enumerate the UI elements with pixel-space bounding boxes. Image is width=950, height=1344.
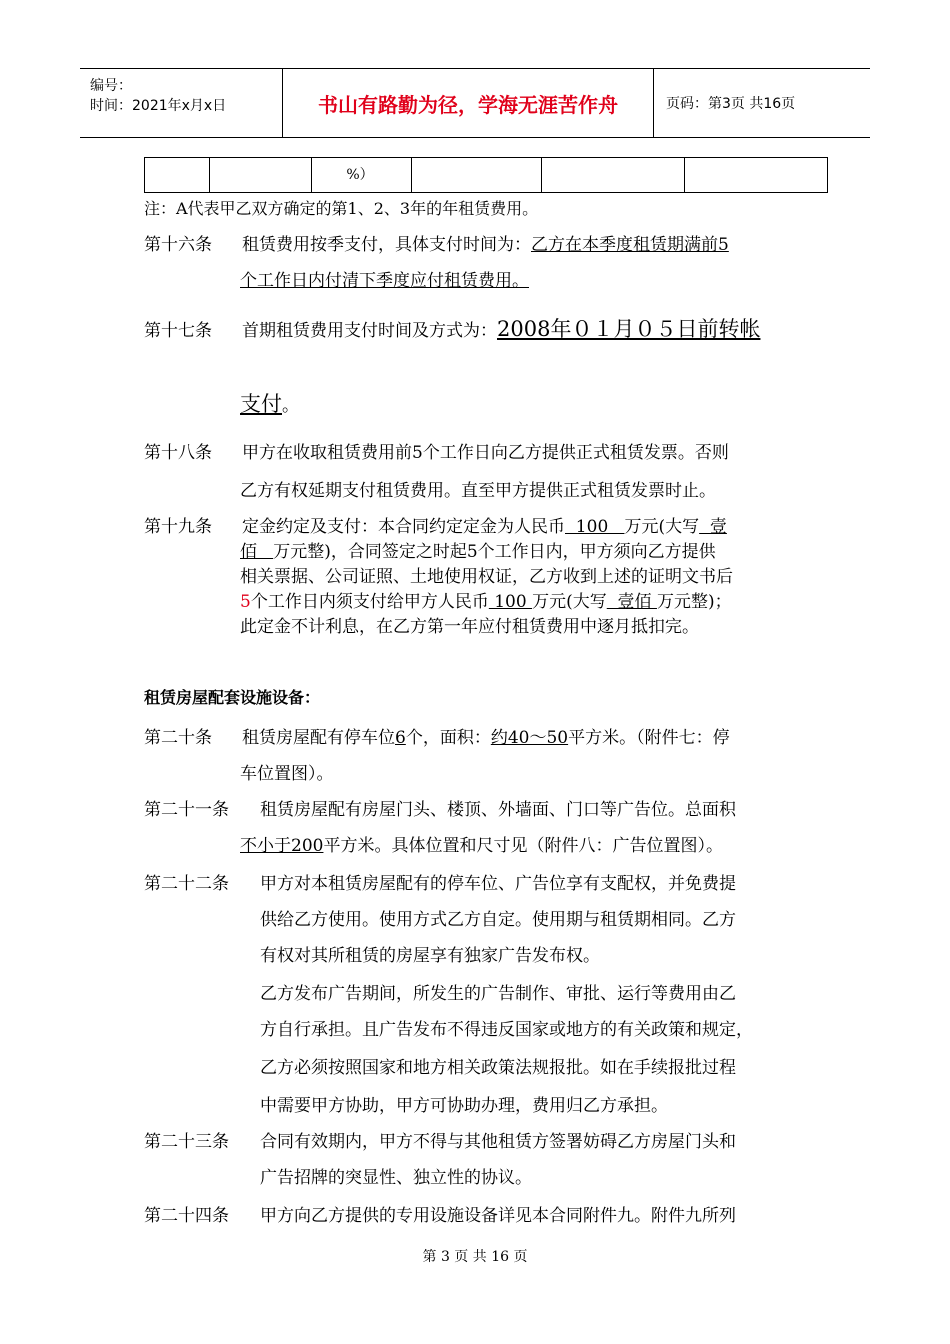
- article-16-line-1: 租赁费用按季支付，具体支付时间为：乙方在本季度租赁期满前5: [242, 235, 729, 255]
- article-24-line-1: 甲方向乙方提供的专用设施设备详见本合同附件九。附件九所列: [260, 1206, 736, 1226]
- article-18-line-1: 甲方在收取租赁费用前5个工作日向乙方提供正式租赁发票。否则: [242, 443, 729, 463]
- article-19-line-2: 佰 万元整)，合同签定之时起5个工作日内，甲方须向乙方提供: [240, 542, 716, 562]
- article-24-number: 第二十四条: [144, 1206, 229, 1226]
- article-22-line-5: 方自行承担。且广告发布不得违反国家或地方的有关政策和规定，: [260, 1020, 753, 1040]
- article-22-line-4: 乙方发布广告期间，所发生的广告制作、审批、运行等费用由乙: [260, 984, 736, 1004]
- header-page-cell: [662, 69, 870, 137]
- article-20-number: 第二十条: [144, 728, 212, 748]
- article-21-number: 第二十一条: [144, 800, 229, 820]
- table-divider: [311, 158, 312, 192]
- table-fragment: [144, 157, 828, 193]
- doc-number-label: 编号：: [90, 78, 132, 94]
- page-footer: 第 3 页 共 16 页: [422, 1249, 528, 1265]
- article-17-line-2: 支付。: [240, 392, 299, 416]
- table-percent-cell: %）: [346, 167, 374, 183]
- article-23-line-2: 广告招牌的突显性、独立性的协议。: [260, 1168, 532, 1188]
- article-23-number: 第二十三条: [144, 1132, 229, 1152]
- article-22-number: 第二十二条: [144, 874, 229, 894]
- article-17-number: 第十七条: [144, 321, 212, 341]
- table-divider: [684, 158, 685, 192]
- article-19-number: 第十九条: [144, 517, 212, 537]
- header-page-label: 页码：第3页 共16页: [666, 96, 796, 112]
- section-title: 租赁房屋配套设施设备：: [144, 688, 321, 707]
- article-16-number: 第十六条: [144, 235, 212, 255]
- article-20-line-1: 租赁房屋配有停车位6个，面积：约40～50平方米。（附件七：停: [242, 728, 730, 748]
- article-18-line-2: 乙方有权延期支付租赁费用。直至甲方提供正式租赁发票时止。: [240, 481, 716, 501]
- header-meta: [80, 69, 282, 137]
- doc-time-label: 时间：2021年x月x日: [90, 98, 227, 114]
- article-23-line-1: 合同有效期内，甲方不得与其他租赁方签署妨碍乙方房屋门头和: [260, 1132, 736, 1152]
- article-22-line-7: 中需要甲方协助，甲方可协助办理，费用归乙方承担。: [260, 1096, 668, 1116]
- header-motto: 书山有路勤为径，学海无涯苦作舟: [318, 92, 618, 117]
- article-21-line-2: 不小于200平方米。具体位置和尺寸见（附件八：广告位置图）。: [240, 836, 723, 856]
- article-17-line-1: 首期租赁费用支付时间及方式为：2008年０１月０５日前转帐: [242, 317, 761, 341]
- article-18-number: 第十八条: [144, 443, 212, 463]
- article-22-line-1: 甲方对本租赁房屋配有的停车位、广告位享有支配权，并免费提: [260, 874, 736, 894]
- article-19-line-3: 相关票据、公司证照、土地使用权证，乙方收到上述的证明文书后: [240, 567, 733, 587]
- rent-note: 注：A代表甲乙双方确定的第1、2、3年的年租赁费用。: [144, 199, 539, 218]
- article-22-line-3: 有权对其所租赁的房屋享有独家广告发布权。: [260, 946, 600, 966]
- article-21-line-1: 租赁房屋配有房屋门头、楼顶、外墙面、门口等广告位。总面积: [260, 800, 736, 820]
- article-19-line-5: 此定金不计利息，在乙方第一年应付租赁费用中逐月抵扣完。: [240, 617, 699, 637]
- table-divider: [411, 158, 412, 192]
- article-16-line-2: 个工作日内付清下季度应付租赁费用。: [240, 271, 529, 291]
- article-19-line-1: 定金约定及支付：本合同约定定金为人民币 100 万元(大写 壹: [242, 517, 727, 537]
- article-22-line-6: 乙方必须按照国家和地方相关政策法规报批。如在手续报批过程: [260, 1058, 736, 1078]
- header-motto-cell: [282, 69, 654, 137]
- article-19-line-4: 5个工作日内须支付给甲方人民币 100 万元(大写 壹佰 万元整)；: [240, 592, 732, 612]
- article-20-line-2: 车位置图）。: [240, 764, 334, 784]
- table-divider: [541, 158, 542, 192]
- article-22-line-2: 供给乙方使用。使用方式乙方自定。使用期与租赁期相同。乙方: [260, 910, 736, 930]
- table-divider: [209, 158, 210, 192]
- page-header: [80, 68, 870, 138]
